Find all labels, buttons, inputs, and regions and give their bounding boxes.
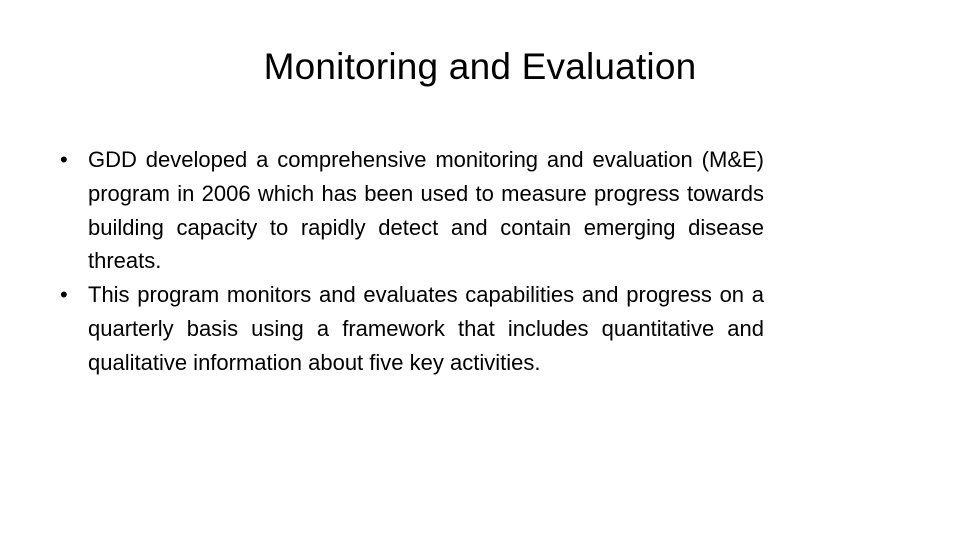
slide-title: Monitoring and Evaluation <box>263 46 697 87</box>
bullet-text: This program monitors and evaluates capabilities and progress on a quarterly basis using a framework that includes quantitative and qualitative information about five key activities. <box>88 282 764 375</box>
bullet-list <box>60 143 764 380</box>
bullet-item <box>60 278 764 379</box>
bullet-item <box>60 143 764 278</box>
bullet-text: GDD developed a comprehensive monitoring and evaluation (M&E) program in 2006 which has been used to measure progress towards building capacity to rapidly detect and contain emerging disease threats. <box>88 147 764 274</box>
bullet-icon: • <box>60 147 68 172</box>
bullet-icon: • <box>60 282 68 308</box>
